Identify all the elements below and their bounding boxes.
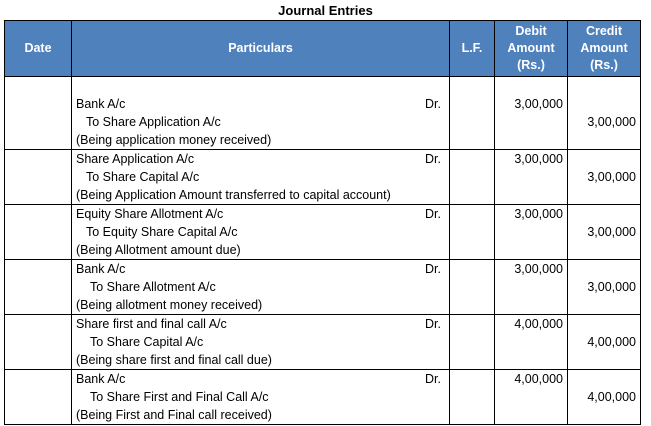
- credit-account: To Share Allotment A/c: [90, 280, 216, 294]
- credit-cell: [568, 260, 641, 315]
- table-row: [5, 370, 641, 425]
- header-credit-line2: Amount: [580, 41, 628, 55]
- table-row: [5, 205, 641, 260]
- debit-amount: 3,00,000: [514, 262, 563, 276]
- debit-amount: 3,00,000: [514, 97, 563, 111]
- lf-cell: [450, 260, 495, 315]
- particulars-cell: [72, 77, 450, 150]
- credit-cell: [568, 205, 641, 260]
- credit-amount: 3,00,000: [587, 170, 636, 184]
- table-row: [5, 260, 641, 315]
- debit-account-line: [76, 95, 445, 113]
- particulars-cell: [72, 205, 450, 260]
- debit-account: Equity Share Allotment A/c: [76, 207, 224, 221]
- debit-account: Bank A/c: [76, 97, 126, 111]
- debit-cell: [495, 77, 568, 150]
- lf-cell: [450, 315, 495, 370]
- debit-amount: 3,00,000: [514, 152, 563, 166]
- credit-amount: 4,00,000: [587, 390, 636, 404]
- header-credit-line3: (Rs.): [590, 58, 618, 72]
- narration: (Being Allotment amount due): [76, 243, 241, 257]
- debit-cell: [495, 370, 568, 425]
- debit-account: Share first and final call A/c: [76, 317, 227, 331]
- narration: (Being allotment money received): [76, 298, 263, 312]
- table-row: [5, 315, 641, 370]
- particulars-cell: [72, 150, 450, 205]
- date-cell: [5, 260, 72, 315]
- journal-table: [4, 20, 641, 425]
- lf-cell: [450, 150, 495, 205]
- header-debit-line2: Amount: [507, 41, 555, 55]
- particulars-cell: [72, 315, 450, 370]
- header-credit: [568, 21, 641, 77]
- credit-cell: [568, 370, 641, 425]
- header-date: Date: [5, 21, 72, 77]
- debit-cell: [495, 150, 568, 205]
- dr-label: Dr.: [425, 207, 441, 221]
- credit-account: To Share Capital A/c: [86, 170, 200, 184]
- debit-account-line: [76, 315, 445, 333]
- header-debit-line1: Debit: [515, 24, 547, 38]
- lf-cell: [450, 77, 495, 150]
- dr-label: Dr.: [425, 97, 441, 111]
- credit-amount: 3,00,000: [587, 225, 636, 239]
- debit-account-line: [76, 260, 445, 278]
- page-title: Journal Entries: [278, 3, 373, 18]
- debit-account: Share Application A/c: [76, 152, 195, 166]
- credit-account: To Share First and Final Call A/c: [90, 390, 269, 404]
- date-cell: [5, 315, 72, 370]
- date-cell: [5, 77, 72, 150]
- credit-account: To Share Application A/c: [86, 115, 221, 129]
- narration: (Being share first and final call due): [76, 353, 272, 367]
- header-row: [5, 21, 641, 77]
- credit-account: To Equity Share Capital A/c: [86, 225, 238, 239]
- lf-cell: [450, 370, 495, 425]
- debit-cell: [495, 205, 568, 260]
- narration: (Being application money received): [76, 133, 272, 147]
- header-debit: [495, 21, 568, 77]
- debit-account-line: [76, 150, 445, 168]
- debit-account: Bank A/c: [76, 262, 126, 276]
- dr-label: Dr.: [425, 262, 441, 276]
- credit-account: To Share Capital A/c: [90, 335, 204, 349]
- debit-amount: 4,00,000: [514, 317, 563, 331]
- debit-account-line: [76, 370, 445, 388]
- narration: (Being First and Final call received): [76, 408, 272, 422]
- debit-amount: 3,00,000: [514, 207, 563, 221]
- table-row: [5, 150, 641, 205]
- header-credit-line1: Credit: [585, 24, 623, 38]
- lf-cell: [450, 205, 495, 260]
- header-debit-line3: (Rs.): [517, 58, 545, 72]
- date-cell: [5, 150, 72, 205]
- credit-cell: [568, 150, 641, 205]
- credit-cell: [568, 315, 641, 370]
- narration: (Being Application Amount transferred to capital account): [76, 188, 391, 202]
- credit-amount: 4,00,000: [587, 335, 636, 349]
- header-particulars: Particulars: [72, 21, 450, 77]
- credit-amount: 3,00,000: [587, 280, 636, 294]
- debit-account-line: [76, 205, 445, 223]
- dr-label: Dr.: [425, 372, 441, 386]
- dr-label: Dr.: [425, 317, 441, 331]
- date-cell: [5, 370, 72, 425]
- header-lf: L.F.: [450, 21, 495, 77]
- dr-label: Dr.: [425, 152, 441, 166]
- credit-amount: 3,00,000: [587, 115, 636, 129]
- table-row: [5, 77, 641, 150]
- debit-account: Bank A/c: [76, 372, 126, 386]
- date-cell: [5, 205, 72, 260]
- credit-cell: [568, 77, 641, 150]
- debit-amount: 4,00,000: [514, 372, 563, 386]
- debit-cell: [495, 260, 568, 315]
- particulars-cell: [72, 370, 450, 425]
- particulars-cell: [72, 260, 450, 315]
- debit-cell: [495, 315, 568, 370]
